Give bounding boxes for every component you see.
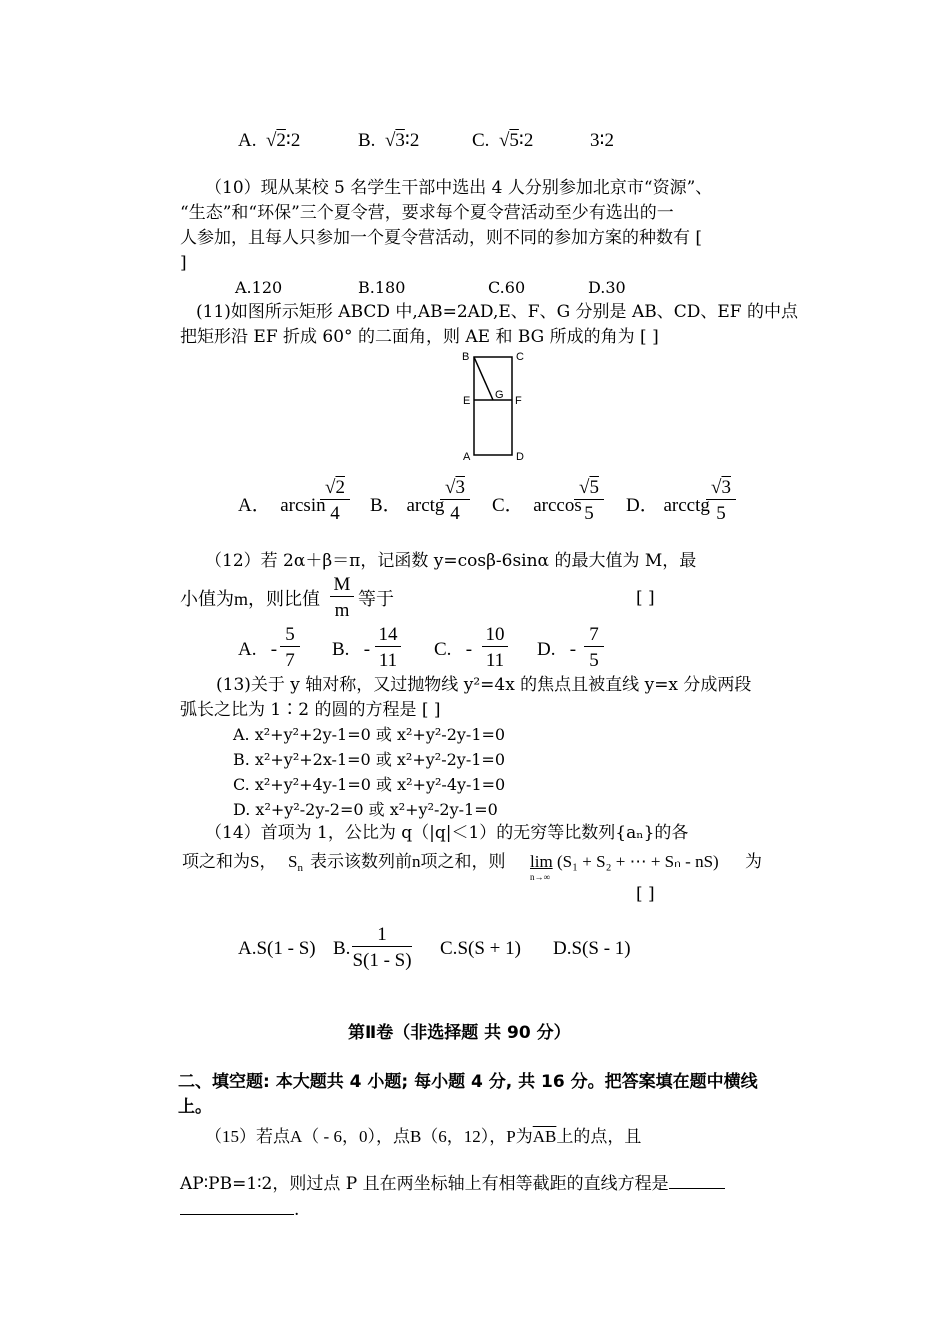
q14-option-a: A.S(1 - S) (238, 938, 316, 959)
section-instructions-line-2: 上。 (178, 1097, 212, 1117)
q12-ratio: $\frac{M}{m}$ (330, 575, 354, 620)
label-c: C (516, 351, 524, 363)
q9-option-b: B. √3∶2 (358, 130, 420, 151)
label-e: E (463, 395, 471, 407)
q12-option-b-label: B. - (332, 639, 371, 660)
answer-blank[interactable] (180, 1200, 294, 1215)
q11-option-c-label: C． arccos (492, 495, 582, 516)
label-b: B (462, 351, 470, 363)
q11-option-b-label: B． arctg (370, 495, 445, 516)
q10-option-d: D.30 (588, 278, 626, 297)
q14-option-b-label: B. (333, 938, 351, 959)
q10-line-4: ] (180, 253, 187, 273)
section-instructions-line-1: 二、填空题: 本大题共 4 小题; 每小题 4 分, 共 16 分。把答案填在题中横线 (178, 1072, 758, 1092)
q12-bracket: [ ] (636, 588, 655, 608)
section-title: 第Ⅱ卷（非选择题 共 90 分） (348, 1023, 571, 1043)
q10-option-a: A.120 (235, 278, 283, 297)
q14-lim-sub: n→∞ (530, 872, 550, 882)
q11-option-a-label: A． arcsin (238, 495, 326, 516)
q14-line-2-post: 为 (745, 852, 762, 871)
q12-line-2-post: 等于 (358, 589, 394, 609)
q12-option-b-fraction: $\frac{14}{11}$ (375, 625, 401, 670)
q12-line-2-pre: 小值为m，则比值 (180, 589, 321, 609)
q9-option-d: 3∶2 (590, 130, 614, 151)
q13-option-b: B. x²+y²+2x-1=0 或 x²+y²-2y-1=0 (233, 750, 505, 769)
q15-line-2: AP∶PB=1∶2，则过点 P 且在两坐标轴上有相等截距的直线方程是 (180, 1174, 725, 1193)
q12-option-c-fraction: $\frac{10}{11}$ (482, 625, 508, 670)
rectangle-figure (455, 348, 535, 464)
q10-line-1: （10）现从某校 5 名学生干部中选出 4 人分别参加北京市“资源”、 (205, 178, 713, 198)
q12-option-c-label: C. - (434, 639, 473, 660)
q11-option-c-fraction: $\frac{√5}{5}$ (574, 478, 604, 523)
q14-bracket: [ ] (636, 884, 655, 904)
q11-option-d-label: D． arcctg (626, 495, 710, 516)
q15-line-3: . (180, 1200, 299, 1219)
q13-line-2: 弧长之比为 1∶2 的圆的方程是 [ ] (180, 700, 441, 720)
q11-line-2: 把矩形沿 EF 折成 60° 的二面角，则 AE 和 BG 所成的角为 [ ] (180, 327, 659, 347)
q12-option-a-label: A. - (238, 639, 278, 660)
q12-line-1: （12）若 2α＋β＝π，记函数 y=cosβ-6sinα 的最大值为 M，最 (205, 551, 697, 571)
q13-option-c: C. x²+y²+4y-1=0 或 x²+y²-4y-1=0 (233, 775, 506, 794)
q10-line-3: 人参加，且每人只参加一个夏令营活动，则不同的参加方案的种数有 [ (180, 228, 703, 248)
label-d: D (516, 451, 524, 463)
q10-option-c: C.60 (488, 278, 526, 297)
q14-expression: (S₁ + S₂ + ⋯ + Sₙ - nS) (557, 852, 719, 871)
q14-lim: lim (530, 852, 553, 871)
q11-option-b-fraction: $\frac{√3}{4}$ (440, 478, 470, 523)
label-g: G (495, 389, 504, 401)
q10-line-2: “生态”和“环保”三个夏令营，要求每个夏令营活动至少有选出的一 (180, 203, 674, 223)
q14-line-2-pre: 项之和为S， (182, 852, 277, 871)
q14-option-b-fraction: $\frac{1}{S(1 - S)}$ (352, 924, 412, 971)
q12-option-a-fraction: $\frac{5}{7}$ (280, 625, 300, 670)
q14-option-d: D.S(S - 1) (553, 938, 631, 959)
q9-option-c: C. √5∶2 (472, 130, 534, 151)
segment-bg (474, 357, 493, 400)
q12-option-d-label: D. - (537, 639, 577, 660)
q10-option-b: B.180 (358, 278, 406, 297)
q13-option-a: A. x²+y²+2y-1=0 或 x²+y²-2y-1=0 (233, 725, 506, 744)
q13-line-1: (13)关于 y 轴对称，又过抛物线 y²=4x 的焦点且被直线 y=x 分成两段 (216, 675, 752, 695)
q13-option-d: D. x²+y²-2y-2=0 或 x²+y²-2y-1=0 (233, 800, 498, 819)
label-a: A (463, 451, 471, 463)
q11-option-d-fraction: $\frac{√3}{5}$ (706, 478, 736, 523)
q14-line-2-mid: 表示该数列前n项之和，则 (310, 852, 506, 871)
q11-option-a-fraction: $\frac{√2}{4}$ (320, 478, 350, 523)
q14-option-c: C.S(S + 1) (440, 938, 521, 959)
q15-line-1: （15）若点A（ - 6，0），点B（6，12），P为$\overline{AB}$上的点，且 (205, 1127, 642, 1146)
q11-line-1: (11)如图所示矩形 ABCD 中,AB=2AD,E、F、G 分别是 AB、CD、EF 的中点 (196, 302, 798, 322)
q12-option-d-fraction: $\frac{7}{5}$ (584, 625, 604, 670)
q14-sn: $S_n$ (288, 852, 303, 874)
q14-line-1: （14）首项为 1，公比为 q（|q|＜1）的无穷等比数列{aₙ}的各 (205, 823, 689, 843)
q9-option-a: A. √2∶2 (238, 130, 301, 151)
label-f: F (515, 395, 522, 407)
